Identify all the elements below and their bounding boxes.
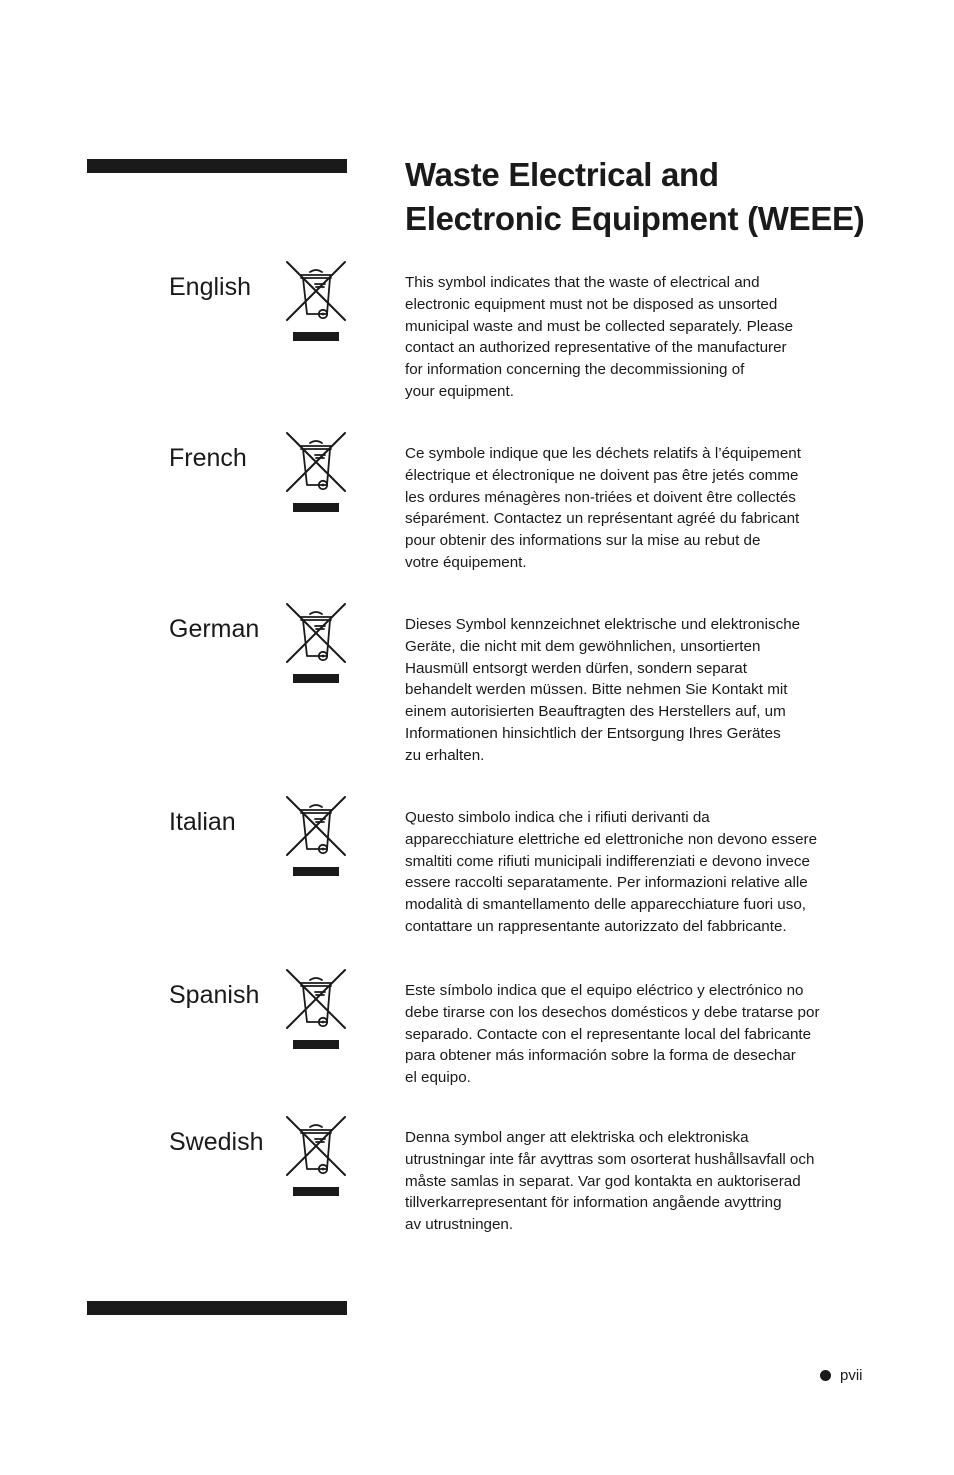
weee-crossed-bin-icon	[283, 968, 349, 1058]
text-line: tillverkarrepresentant för information angående avyttring	[405, 1194, 782, 1212]
text-line: Denna symbol anger att elektriska och elektroniska	[405, 1129, 749, 1146]
text-line: municipal waste and must be collected separately. Please	[405, 317, 794, 335]
text-line: måste samlas in separat. Var god kontakta en auktoriserad	[405, 1172, 801, 1190]
language-label: French	[169, 444, 247, 472]
text-line: contattare un rappresentante autorizzato del fabbricante.	[405, 917, 787, 935]
text-line: Informationen hinsichtlich der Entsorgung Ihres Gerätes	[405, 724, 781, 742]
text-line: Dieses Symbol kennzeichnet elektrische und elektronische	[405, 616, 801, 633]
section-text	[405, 807, 875, 938]
language-label: Spanish	[169, 981, 260, 1009]
section-text	[405, 614, 875, 767]
text-line: zu erhalten.	[405, 746, 485, 764]
text-line: for information concerning the decommissioning of	[405, 361, 745, 379]
text-line: behandelt werden müssen. Bitte nehmen Sie Kontakt mit	[405, 681, 788, 699]
page-number: pvii	[840, 1367, 863, 1384]
text-line: el equipo.	[405, 1069, 471, 1087]
top-rule	[87, 159, 347, 173]
text-line: electronic equipment must not be disposed as unsorted	[405, 295, 778, 313]
text-line: Hausmüll entsorgt werden dürfen, sondern separat	[405, 659, 747, 677]
weee-crossed-bin-icon	[283, 260, 349, 350]
text-line: apparecchiature elettriche ed elettroniche non devono essere	[405, 830, 818, 848]
weee-crossed-bin-icon	[283, 795, 349, 885]
text-line: modalità di smantellamento delle apparecchiature fuori uso,	[405, 896, 807, 914]
bullet-icon	[820, 1370, 831, 1381]
section-text	[405, 980, 875, 1089]
text-line: pour obtenir des informations sur la mise au rebut de	[405, 532, 761, 550]
title-line-1: Waste Electrical and	[405, 156, 719, 193]
section-text	[405, 272, 875, 403]
text-line: This symbol indicates that the waste of electrical and	[405, 274, 760, 291]
text-line: av utrustningen.	[405, 1216, 514, 1234]
page-title	[405, 153, 925, 241]
text-line: Ce symbole indique que les déchets relatifs à l’équipement	[405, 445, 801, 462]
text-line: para obtener más información sobre la forma de desechar	[405, 1047, 796, 1065]
weee-crossed-bin-icon	[283, 1115, 349, 1205]
text-line: your equipment.	[405, 382, 514, 400]
text-line: einem autorisierten Beauftragten des Herstellers auf, um	[405, 703, 786, 721]
section-text	[405, 1127, 875, 1236]
language-label: German	[169, 615, 260, 643]
text-line: Geräte, die nicht mit dem gewöhnlichen, unsortierten	[405, 637, 761, 655]
text-line: les ordures ménagères non-triées et doivent être collectés	[405, 488, 796, 506]
text-line: utrustningar inte får avyttras som osorterat hushållsavfall och	[405, 1150, 815, 1168]
text-line: contact an authorized representative of the manufacturer	[405, 339, 787, 357]
text-line: électrique et électronique ne doivent pas être jetés comme	[405, 466, 799, 484]
text-line: essere raccolti separatamente. Per informazioni relative alle	[405, 874, 808, 892]
page-footer	[820, 1367, 863, 1384]
text-line: smaltiti come rifiuti municipali indifferenziati e devono invece	[405, 852, 810, 870]
text-line: separado. Contacte con el representante local del fabricante	[405, 1025, 812, 1043]
section-text	[405, 443, 875, 574]
language-label: English	[169, 273, 251, 301]
text-line: votre équipement.	[405, 553, 527, 571]
text-line: Questo simbolo indica che i rifiuti derivanti da	[405, 809, 710, 826]
language-label: Swedish	[169, 1128, 264, 1156]
text-line: Este símbolo indica que el equipo eléctrico y electrónico no	[405, 982, 804, 999]
bottom-rule	[87, 1301, 347, 1315]
title-line-2: Electronic Equipment (WEEE)	[405, 200, 865, 237]
weee-crossed-bin-icon	[283, 431, 349, 521]
text-line: debe tirarse con los desechos domésticos y debe tratarse por	[405, 1003, 820, 1021]
weee-crossed-bin-icon	[283, 602, 349, 692]
text-line: séparément. Contactez un représentant agréé du fabricant	[405, 510, 800, 528]
language-label: Italian	[169, 808, 236, 836]
